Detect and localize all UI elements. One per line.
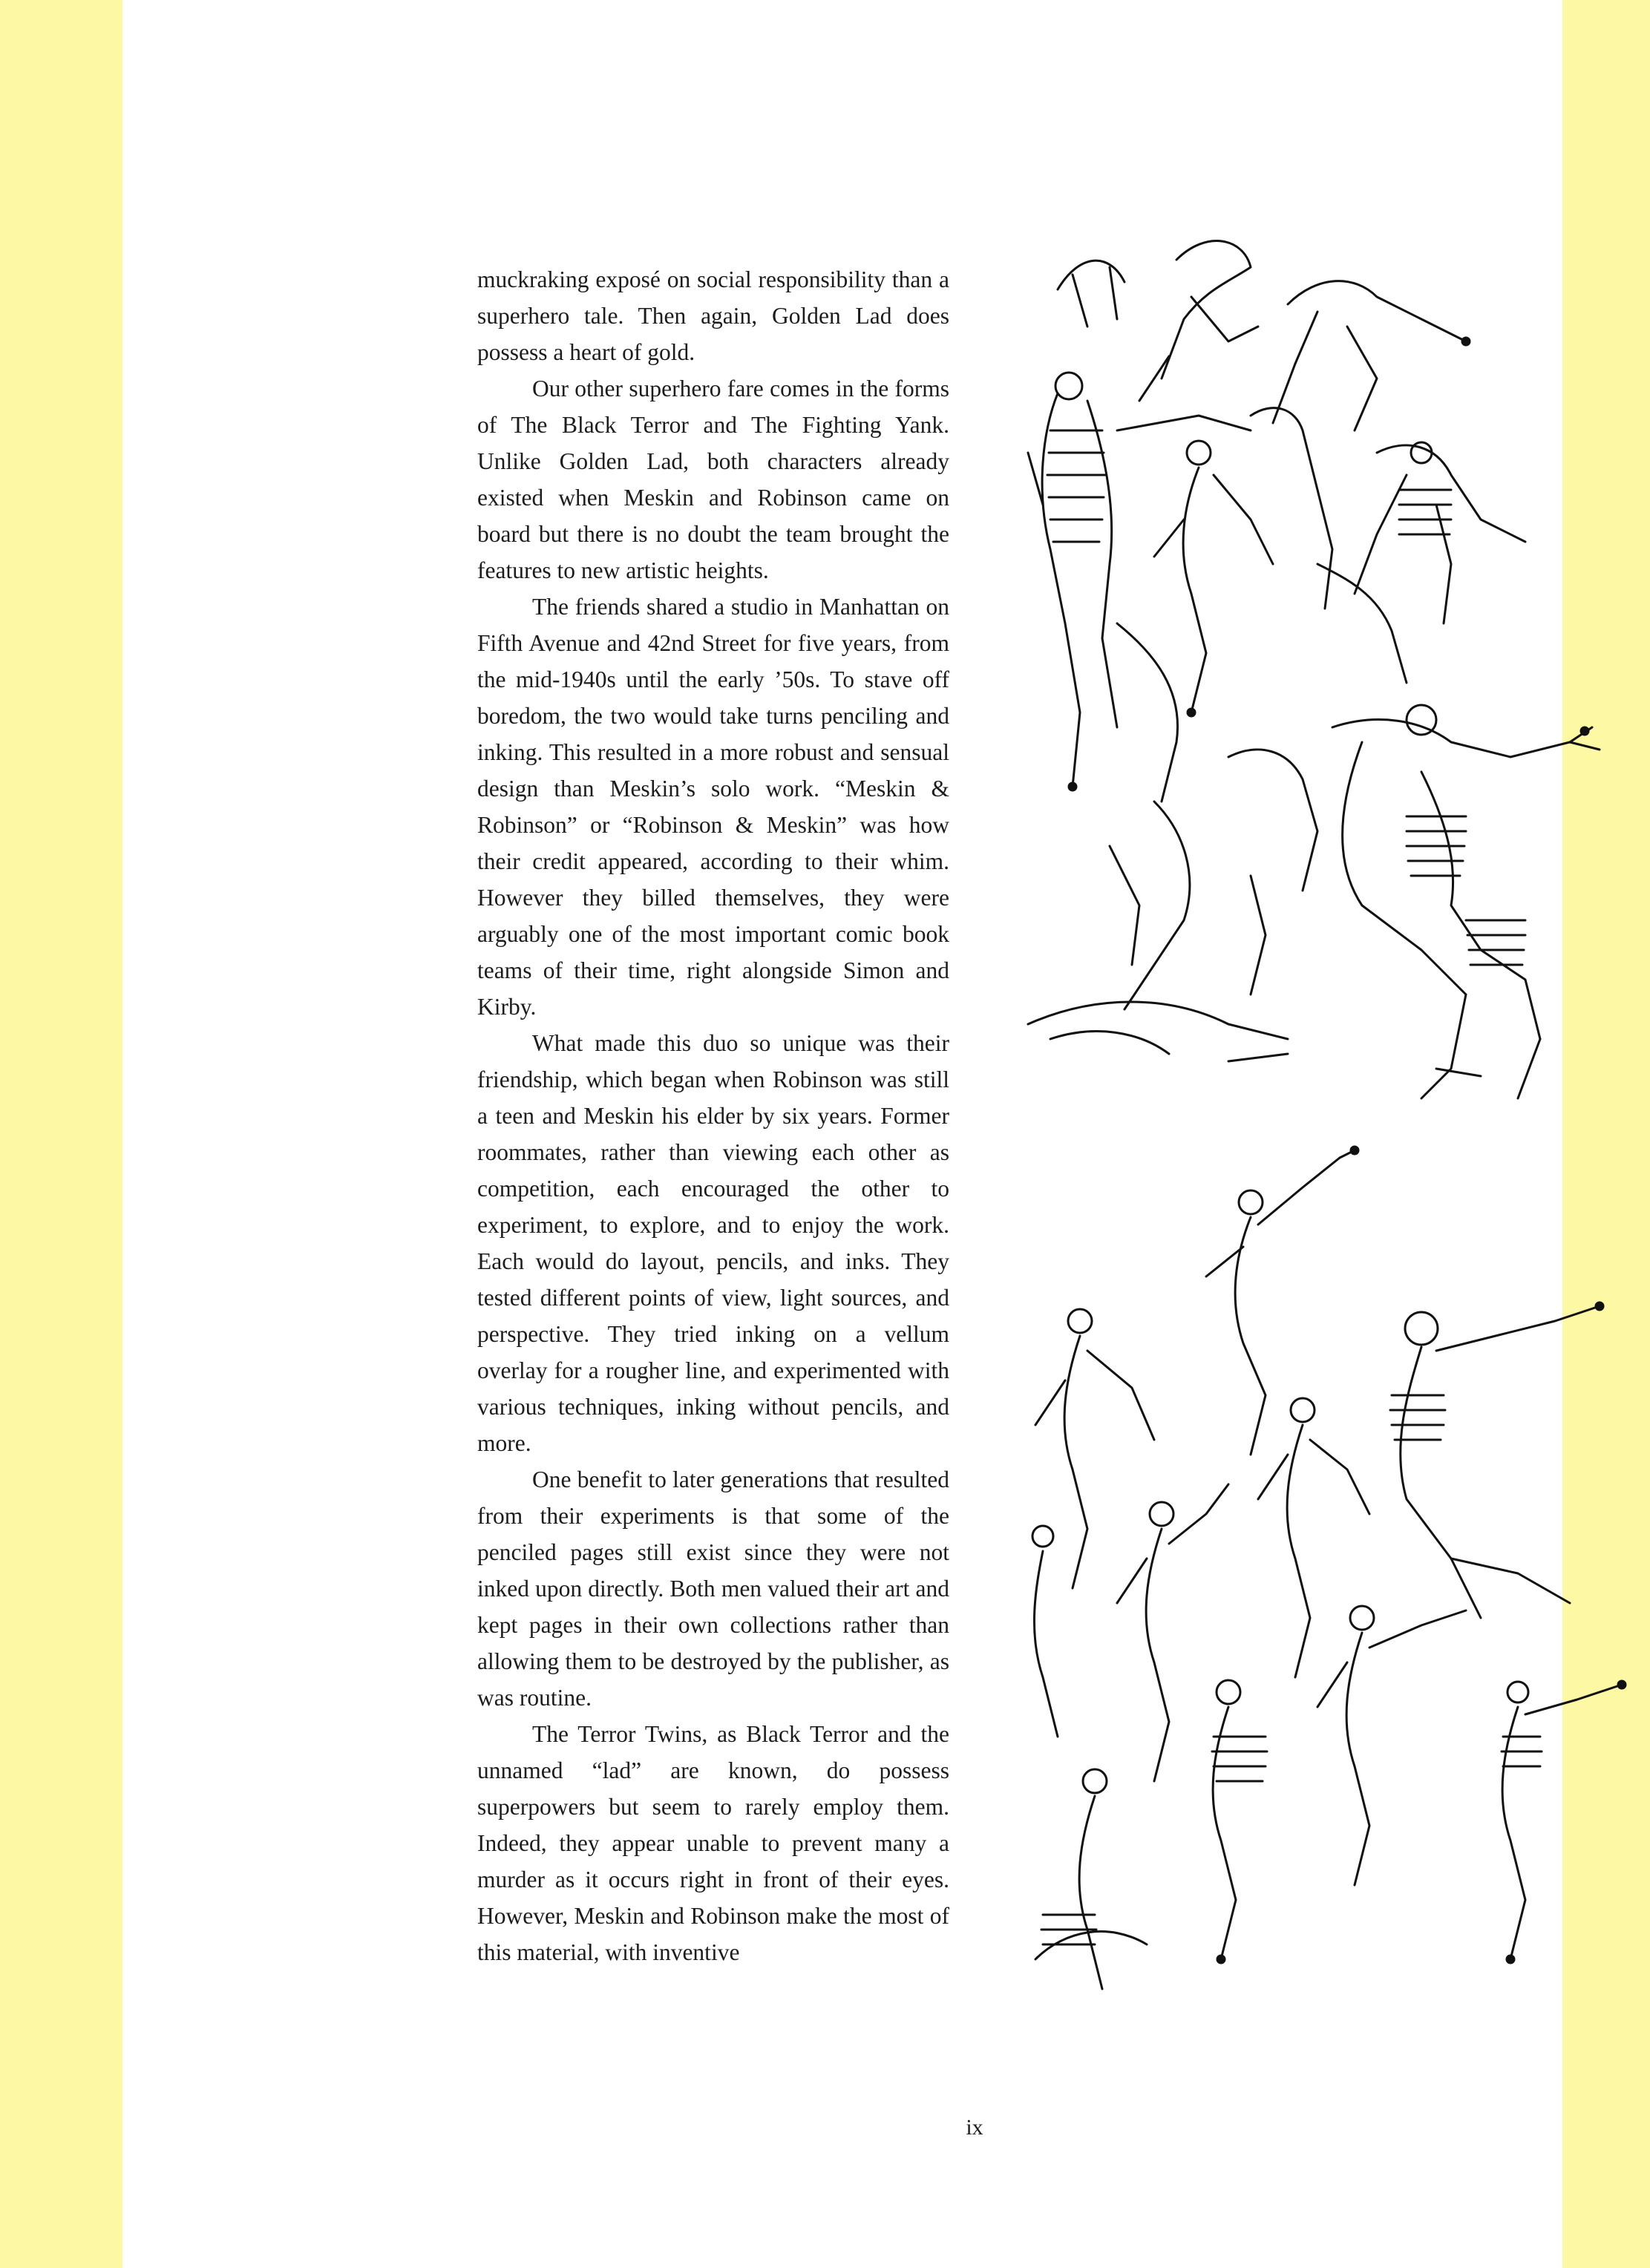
- lower-figure-group: [1032, 1147, 1626, 1989]
- page-number: ix: [966, 2115, 983, 2140]
- upper-figure-group: [1028, 241, 1600, 1098]
- paragraph-6: The Terror Twins, as Black Terror and the unnamed “lad” are known, do possess superpowers but seem to rarely employ them. Indeed, they appear unable to prevent many a murder as it occurs right in front of their eyes. However, Meskin and Robinson make the most of this material, with inventive: [477, 1721, 949, 1965]
- paragraph-5: One benefit to later generations that resulted from their experiments is that some of the penciled pages still exist since they were not inked upon directly. Both men valued their art and kept pages in their own collections rather than allowing them to be destroyed by the publisher, as was routine.: [477, 1466, 949, 1711]
- ink-figure-sketches-icon: [1006, 208, 1637, 2048]
- paragraph-4: What made this duo so unique was their friendship, which began when Robinson was still a teen and Meskin his elder by six years. Former roommates, rather than viewing each other as competition, each encouraged the other to experiment, to explore, and to enjoy the work. Each would do layout, pencils, and inks. They tested different points of view, light sources, and perspective. They tried inking on a vellum overlay for a rougher line, and experimented with various techniques, inking without pencils, and more.: [477, 1030, 949, 1456]
- paragraph-2: Our other superhero fare comes in the forms of The Black Terror and The Fighting Yank. Unlike Golden Lad, both characters already existed when Meskin and Robinson came on board but there is no doubt the team brought the features to new artistic heights.: [477, 376, 949, 583]
- book-page: [122, 0, 1562, 2268]
- paragraph-1: muckraking exposé on social responsibility than a superhero tale. Then again, Golden Lad does possess a heart of gold.: [477, 266, 949, 365]
- paragraph-3: The friends shared a studio in Manhattan on Fifth Avenue and 42nd Street for five years, from the mid-1940s until the early ’50s. To stave off boredom, the two would take turns penciling and inking. This resulted in a more robust and sensual design than Meskin’s solo work. “Meskin & Robinson” or “Robinson & Meskin” was how their credit appeared, according to their whim. However they billed themselves, they were arguably one of the most important comic book teams of their time, right alongside Simon and Kirby.: [477, 594, 949, 1020]
- left-yellow-margin: [0, 0, 122, 2268]
- body-text-column: [477, 261, 949, 1970]
